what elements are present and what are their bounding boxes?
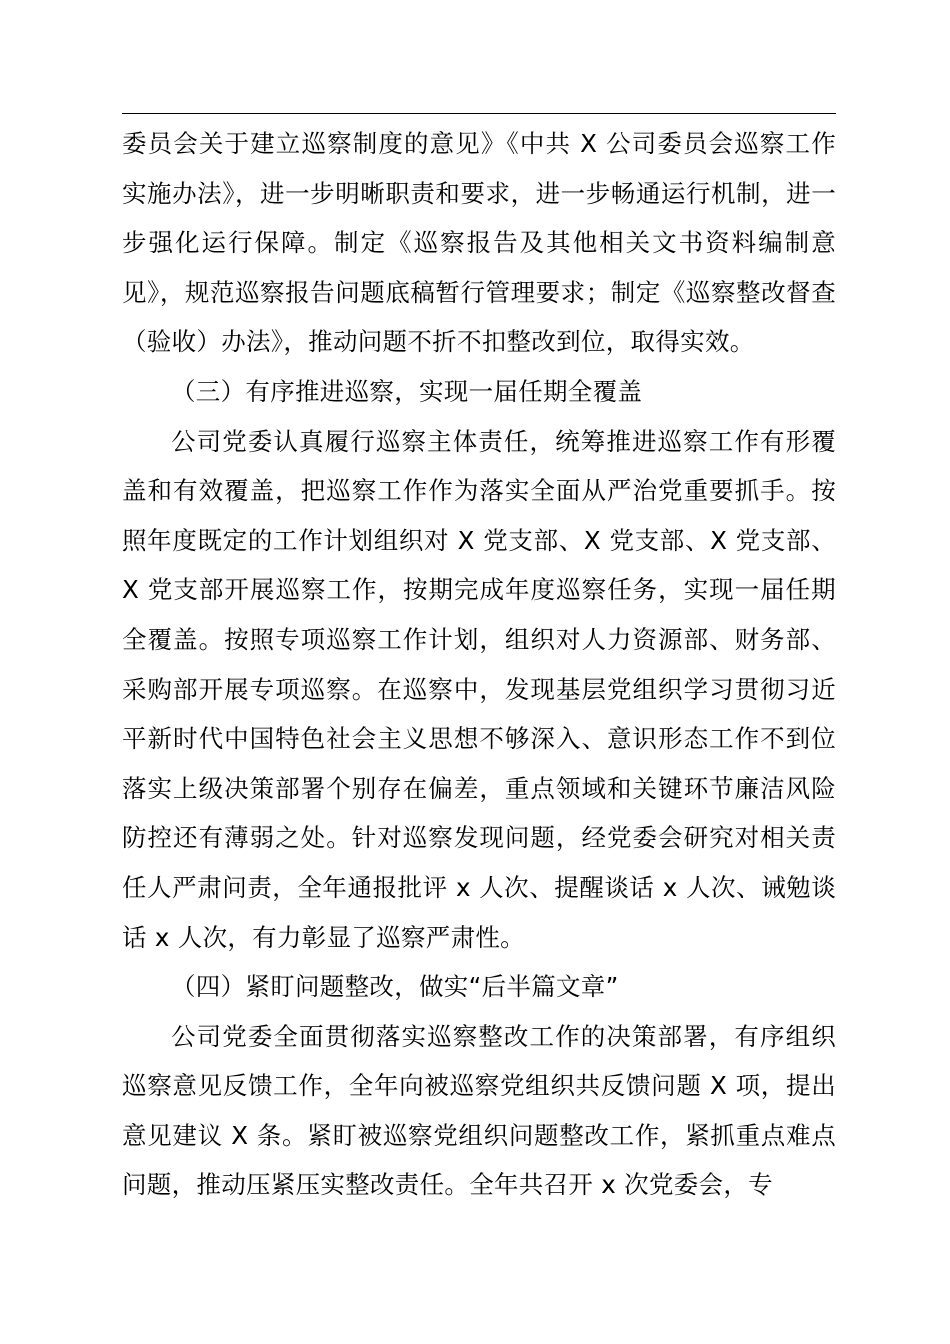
- section-4-heading: （四）紧盯问题整改，做实“后半篇文章”: [171, 972, 619, 1002]
- continued-paragraph: 委员会关于建立巡察制度的意见》《中共 X 公司委员会巡察工作实施办法》，进一步明晰职责和要求，进一步畅通运行机制，进一步强化运行保障。制定《巡察报告及其他相关文书资料编制意见》，规范巡察报告问题底稿暂行管理要求；制定《巡察整改督查（验收）办法》，推动问题不折不扣整改到位，取得实效。: [122, 129, 836, 357]
- section-3-heading: （三）有序推进巡察，实现一届任期全覆盖: [171, 376, 643, 406]
- document-body: [122, 119, 836, 1210]
- header-rule: [122, 113, 836, 114]
- section-3-paragraph: 公司党委认真履行巡察主体责任，统筹推进巡察工作有形覆盖和有效覆盖，把巡察工作作为落实全面从严治党重要抓手。按照年度既定的工作计划组织对 X 党支部、X 党支部、X 党支部、X 党支部开展巡察工作，按期完成年度巡察任务，实现一届任期全覆盖。按照专项巡察工作计划，组织对人力资源部、财务部、采购部开展专项巡察。在巡察中，发现基层党组织学习贯彻习近平新时代中国特色社会主义思想不够深入、意识形态工作不到位落实上级决策部署个别存在偏差，重点领域和关键环节廉洁风险防控还有薄弱之处。针对巡察发现问题，经党委会研究对相关责任人严肃问责，全年通报批评 x 人次、提醒谈话 x 人次、诫勉谈话 x 人次，有力彰显了巡察严肃性。: [122, 426, 836, 952]
- section-4-paragraph: 公司党委全面贯彻落实巡察整改工作的决策部署，有序组织巡察意见反馈工作，全年向被巡察党组织共反馈问题 X 项，提出意见建议 X 条。紧盯被巡察党组织问题整改工作，紧抓重点难点问题，推动压紧压实整改责任。全年共召开 x 次党委会，专: [122, 1021, 836, 1200]
